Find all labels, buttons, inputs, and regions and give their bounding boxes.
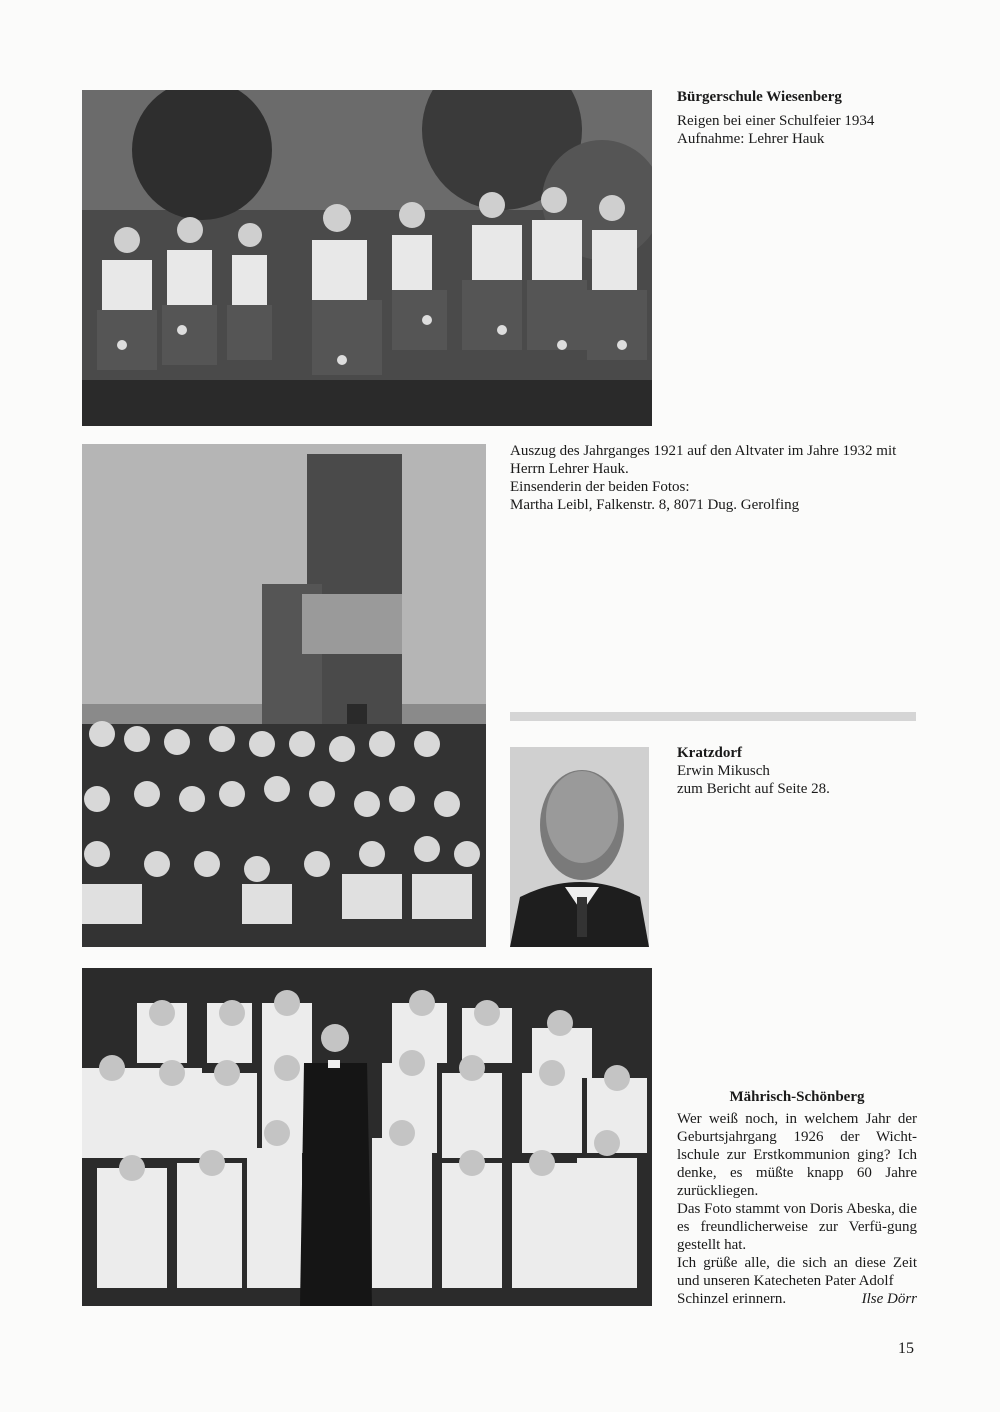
photo-first-communion	[82, 968, 652, 1306]
caption-line: Martha Leibl, Falkenstr. 8, 8071 Dug. Gerolfing	[510, 497, 800, 513]
caption-line: Einsenderin der beiden Fotos:	[510, 479, 690, 495]
photo-portrait-erwin-mikusch	[510, 747, 649, 947]
caption-title: Kratzdorf	[677, 745, 742, 761]
caption-paragraph: Das Foto stammt von Doris Abeska, die es freundlicherweise zur Verfü-gung gestellt hat.	[677, 1201, 917, 1253]
caption-line: Aufnahme: Lehrer Hauk	[677, 131, 825, 147]
photo-altvater-tower-class	[82, 444, 486, 947]
caption-title: Mährisch-Schönberg	[729, 1089, 865, 1105]
caption-buergerschule	[677, 88, 874, 148]
caption-altvater	[510, 442, 896, 514]
caption-maehrisch-schoenberg	[677, 1088, 917, 1308]
caption-kratzdorf	[677, 744, 830, 798]
photo-dancing-girls	[82, 90, 652, 426]
closing-line	[677, 1290, 917, 1308]
caption-line: Reigen bei einer Schulfeier 1934	[677, 113, 875, 129]
caption-paragraph: Ich grüße alle, die sich an diese Zeit und unseren Katecheten Pater Adolf	[677, 1255, 917, 1289]
caption-line: Herrn Lehrer Hauk.	[510, 461, 629, 477]
caption-line: zum Bericht auf Seite 28.	[677, 781, 830, 797]
divider-strip	[510, 712, 916, 721]
caption-line: Erwin Mikusch	[677, 763, 770, 779]
caption-line: Auszug des Jahrganges 1921 auf den Altvater im Jahre 1932 mit	[510, 443, 897, 459]
page-number: 15	[898, 1340, 914, 1357]
signature: Ilse Dörr	[861, 1291, 917, 1307]
closing-text: Schinzel erinnern.	[677, 1291, 787, 1307]
caption-paragraph: Wer weiß noch, in welchem Jahr der Geburtsjahrgang 1926 der Wicht-lschule zur Erstkommunion ging? Ich denke, es müßte knapp 60 Jahre zurückliegen.	[677, 1111, 917, 1199]
caption-title: Bürgerschule Wiesenberg	[677, 89, 842, 105]
